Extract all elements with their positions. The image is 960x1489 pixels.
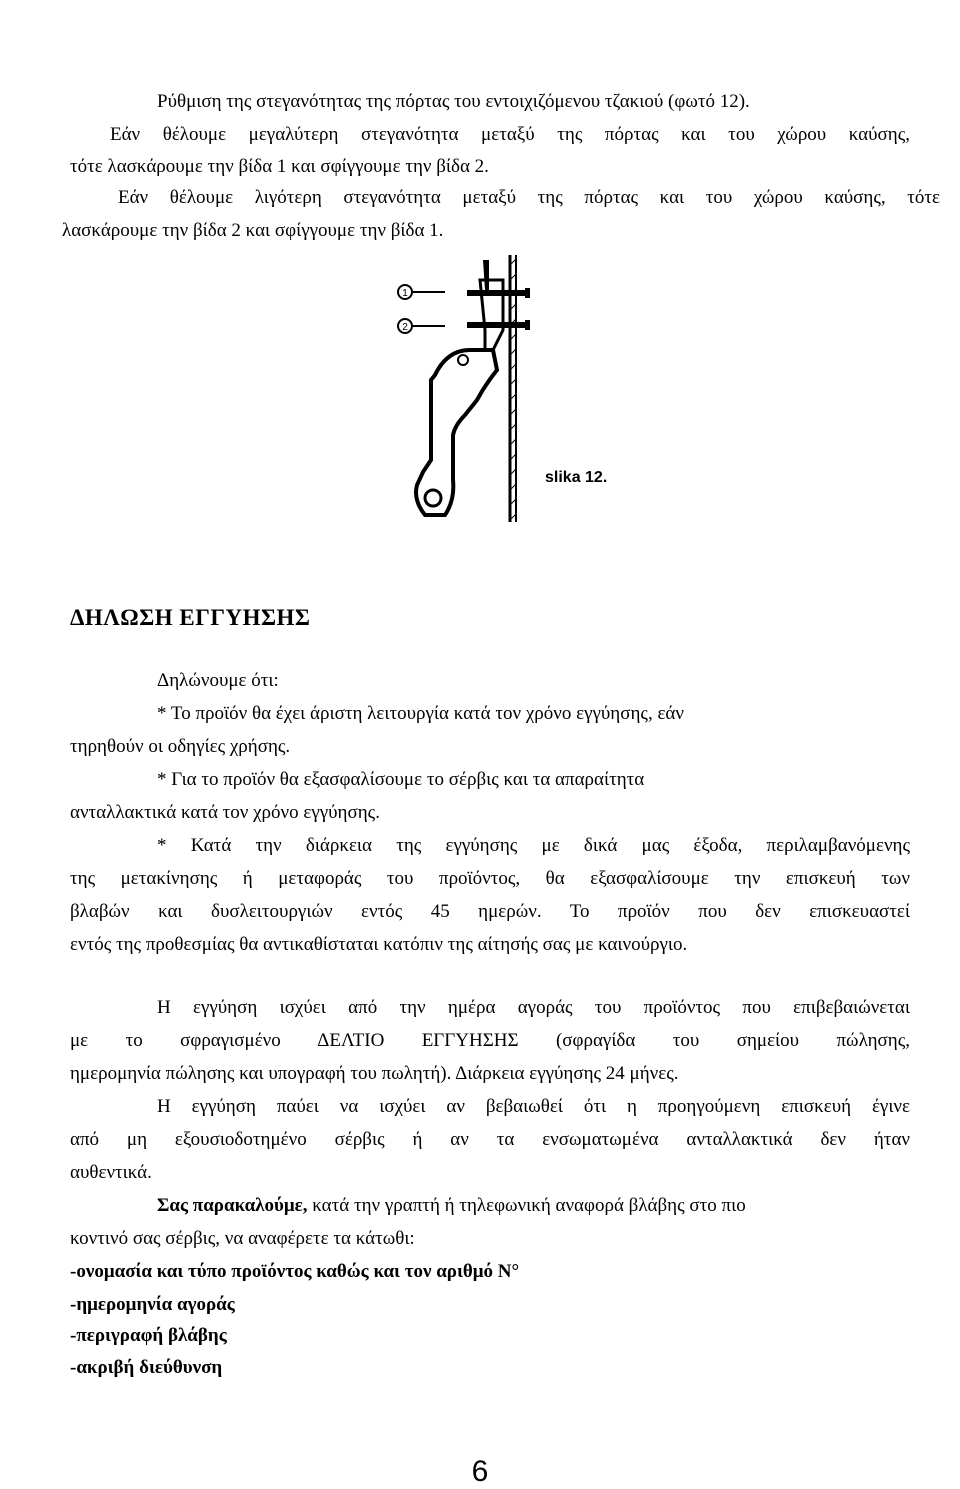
please-bold-text: Σας παρακαλούμε, xyxy=(157,1195,308,1216)
intro-line-3: τότε λασκάρουμε την βίδα 1 και σφίγγουμε την βίδα 2. xyxy=(70,156,489,177)
warranty-heading: ΔΗΛΩΣΗ ΕΓΓΥΗΣΗΣ xyxy=(70,605,311,630)
list-item: -ημερομηνία αγοράς xyxy=(70,1294,235,1315)
para-2-line-2: από μη εξουσιοδοτημένο σέρβις ή αν τα ενσωματωμένα ανταλλακτικά δεν ήταν xyxy=(70,1129,910,1150)
intro-line-1: Ρύθμιση της στεγανότητας της πόρτας του εντοιχιζόμενου τζακιού (φωτό 12). xyxy=(157,91,750,112)
list-item: -περιγραφή βλάβης xyxy=(70,1325,227,1346)
intro-line-5: λασκάρουμε την βίδα 2 και σφίγγουμε την βίδα 1. xyxy=(62,220,444,241)
bullet-3-line-1: * Κατά την διάρκεια της εγγύησης με δικά μας έξοδα, περιλαμβανόμενης xyxy=(157,835,910,856)
bullet-1-line-2: τηρηθούν οι οδηγίες χρήσης. xyxy=(70,736,291,757)
bullet-1-line-1: * Το προϊόν θα έχει άριστη λειτουργία κατά τον χρόνο εγγύησης, εάν xyxy=(157,703,684,724)
para-2-line-3: αυθεντικά. xyxy=(70,1162,152,1183)
hinge-figure xyxy=(385,250,625,525)
list-item: -ονομασία και τύπο προϊόντος καθώς και τον αριθμό N° xyxy=(70,1261,520,1282)
bullet-2-line-2: ανταλλακτικά κατά τον χρόνο εγγύησης. xyxy=(70,802,380,823)
para-2-line-1: Η εγγύηση παύει να ισχύει αν βεβαιωθεί ότι η προηγούμενη επισκευή έγινε xyxy=(157,1096,910,1117)
para-3-line-2: κοντινό σας σέρβις, να αναφέρετε τα κάτωθι: xyxy=(70,1228,415,1249)
figure-caption: slika 12. xyxy=(545,469,608,486)
intro-line-2: Εάν θέλουμε μεγαλύτερη στεγανότητα μεταξύ της πόρτας και του χώρου καύσης, xyxy=(110,124,910,145)
bullet-3-line-2: της μετακίνησης ή μεταφοράς του προϊόντος, θα εξασφαλίσουμε την επισκευή των xyxy=(70,868,910,889)
declare-line: Δηλώνουμε ότι: xyxy=(157,670,279,691)
para-1-line-1: Η εγγύηση ισχύει από την ημέρα αγοράς του προϊόντος που επιβεβαιώνεται xyxy=(157,997,910,1018)
para-1-line-2: με το σφραγισμένο ΔΕΛΤΙΟ ΕΓΓΥΗΣΗΣ (σφραγίδα του σημείου πώλησης, xyxy=(70,1030,910,1051)
bullet-3-line-3: βλαβών και δυσλειτουργιών εντός 45 ημερών. Το προϊόν που δεν επισκευαστεί xyxy=(70,901,910,922)
para-3-line-1: Σας παρακαλούμε, κατά την γραπτή ή τηλεφωνική αναφορά βλάβης στο πιο xyxy=(157,1195,746,1216)
callout-marker-2: 2 xyxy=(402,322,408,333)
intro-line-4: Εάν θέλουμε λιγότερη στεγανότητα μεταξύ της πόρτας και του χώρου καύσης, τότε xyxy=(118,187,940,208)
para-1-line-3: ημερομηνία πώλησης και υπογραφή του πωλητή). Διάρκεια εγγύησης 24 μήνες. xyxy=(70,1063,679,1084)
list-item: -ακριβή διεύθυνση xyxy=(70,1357,223,1378)
page-number: 6 xyxy=(471,1455,489,1488)
bullet-2-line-1: * Για το προϊόν θα εξασφαλίσουμε το σέρβις και τα απαραίτητα xyxy=(157,769,645,790)
callout-marker-1: 1 xyxy=(402,288,408,299)
hinge-drawing xyxy=(385,250,625,525)
bullet-3-line-4: εντός της προθεσμίας θα αντικαθίσταται κατόπιν της αίτησής σας με καινούργιο. xyxy=(70,934,688,955)
